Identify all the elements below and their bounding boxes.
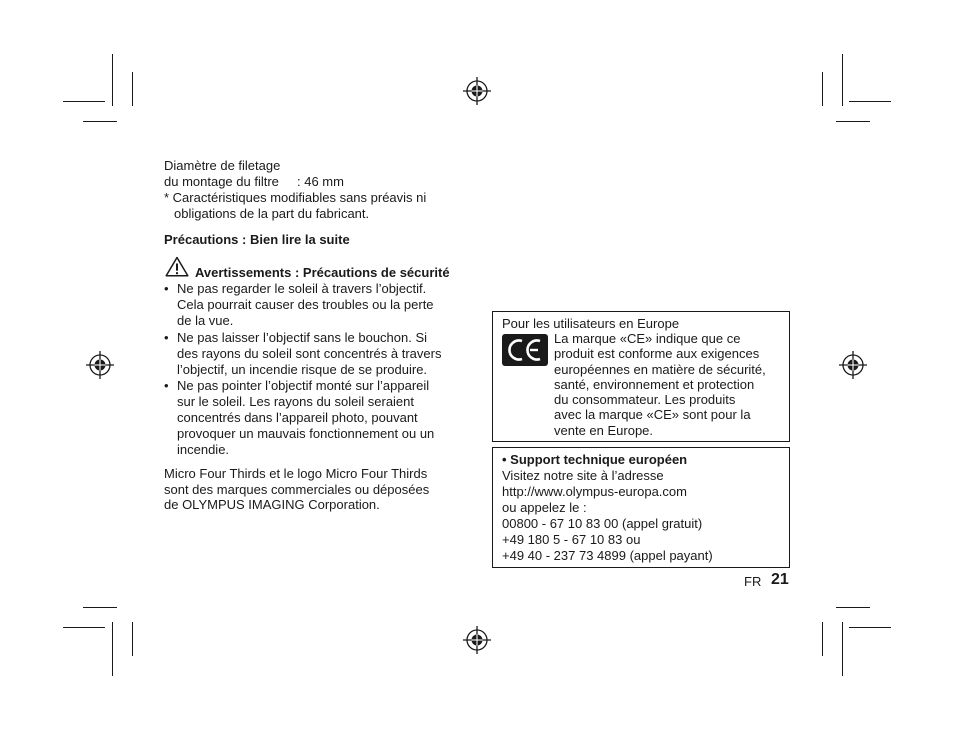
support-line: Visitez notre site à l’adresse — [502, 468, 664, 483]
registration-mark-icon — [463, 626, 491, 654]
crop-mark — [132, 622, 133, 656]
spec-value: : 46 mm — [297, 174, 344, 189]
crop-mark — [836, 121, 870, 122]
ce-box-line: avec la marque «CE» sont pour la — [554, 407, 751, 423]
crop-mark — [842, 622, 843, 676]
crop-mark — [822, 72, 823, 106]
list-item-line: l’objectif, un incendie risque de se produire. — [177, 362, 428, 377]
bullet: • — [164, 281, 169, 296]
language-code: FR — [744, 574, 762, 589]
trademark-line: de OLYMPUS IMAGING Corporation. — [164, 497, 380, 512]
list-item-line: Ne pas pointer l’objectif monté sur l’appareil — [177, 378, 430, 393]
list-item-line: concentrés dans l’appareil photo, pouvant — [177, 410, 418, 425]
ce-box-line: produit est conforme aux exigences — [554, 346, 760, 362]
bullet: • — [164, 378, 169, 393]
crop-mark — [849, 627, 891, 628]
registration-mark-icon — [86, 351, 114, 379]
spec-label: du montage du filtre — [164, 174, 279, 189]
list-item-line: provoquer un mauvais fonctionnement ou un — [177, 426, 435, 441]
crop-mark — [822, 622, 823, 656]
spec-note: * Caractéristiques modifiables sans préavis ni — [164, 190, 427, 205]
crop-mark — [112, 54, 113, 106]
support-phone: +49 180 5 - 67 10 83 ou — [502, 532, 641, 547]
bullet: • — [164, 330, 169, 345]
spec-note: obligations de la part du fabricant. — [174, 206, 370, 221]
ce-box-line: vente en Europe. — [554, 422, 654, 438]
crop-mark — [112, 622, 113, 676]
list-item-line: Ne pas laisser l’objectif sans le bouchon. Si — [177, 330, 428, 345]
warning-heading: Avertissements : Précautions de sécurité — [195, 265, 450, 280]
crop-mark — [132, 72, 133, 106]
page-number: 21 — [771, 571, 789, 588]
ce-box-line: du consommateur. Les produits — [554, 392, 736, 408]
support-phone: +49 40 - 237 73 4899 (appel payant) — [502, 548, 713, 563]
list-item-line: des rayons du soleil sont concentrés à travers — [177, 346, 442, 361]
list-item-line: Ne pas regarder le soleil à travers l’objectif. — [177, 281, 427, 296]
support-info-box — [492, 447, 790, 568]
ce-info-box — [492, 311, 790, 442]
precautions-heading: Précautions : Bien lire la suite — [164, 232, 350, 247]
crop-mark — [849, 101, 891, 102]
crop-mark — [842, 54, 843, 106]
ce-mark-icon — [502, 334, 548, 366]
trademark-line: Micro Four Thirds et le logo Micro Four Thirds — [164, 466, 428, 481]
crop-mark — [63, 627, 105, 628]
support-phone: 00800 - 67 10 83 00 (appel gratuit) — [502, 516, 703, 531]
trademark-line: sont des marques commerciales ou déposées — [164, 482, 430, 497]
crop-mark — [83, 607, 117, 608]
list-item-line: de la vue. — [177, 313, 234, 328]
spec-line: Diamètre de filetage — [164, 158, 281, 173]
ce-box-line: européennes en matière de sécurité, — [554, 361, 766, 377]
ce-box-line: santé, environnement et protection — [554, 376, 755, 392]
warning-triangle-icon — [165, 256, 189, 277]
list-item-line: incendie. — [177, 442, 230, 457]
ce-box-line: La marque «CE» indique que ce — [554, 331, 741, 346]
list-item-line: Cela pourrait causer des troubles ou la perte — [177, 297, 434, 312]
crop-mark — [83, 121, 117, 122]
crop-mark — [836, 607, 870, 608]
registration-mark-icon — [839, 351, 867, 379]
crop-mark — [63, 101, 105, 102]
support-line: ou appelez le : — [502, 500, 587, 515]
support-heading: • Support technique européen — [502, 452, 688, 467]
ce-box-title: Pour les utilisateurs en Europe — [502, 316, 680, 331]
support-url[interactable]: http://www.olympus-europa.com — [502, 484, 687, 499]
list-item-line: sur le soleil. Les rayons du soleil seraient — [177, 394, 415, 409]
registration-mark-icon — [463, 77, 491, 105]
